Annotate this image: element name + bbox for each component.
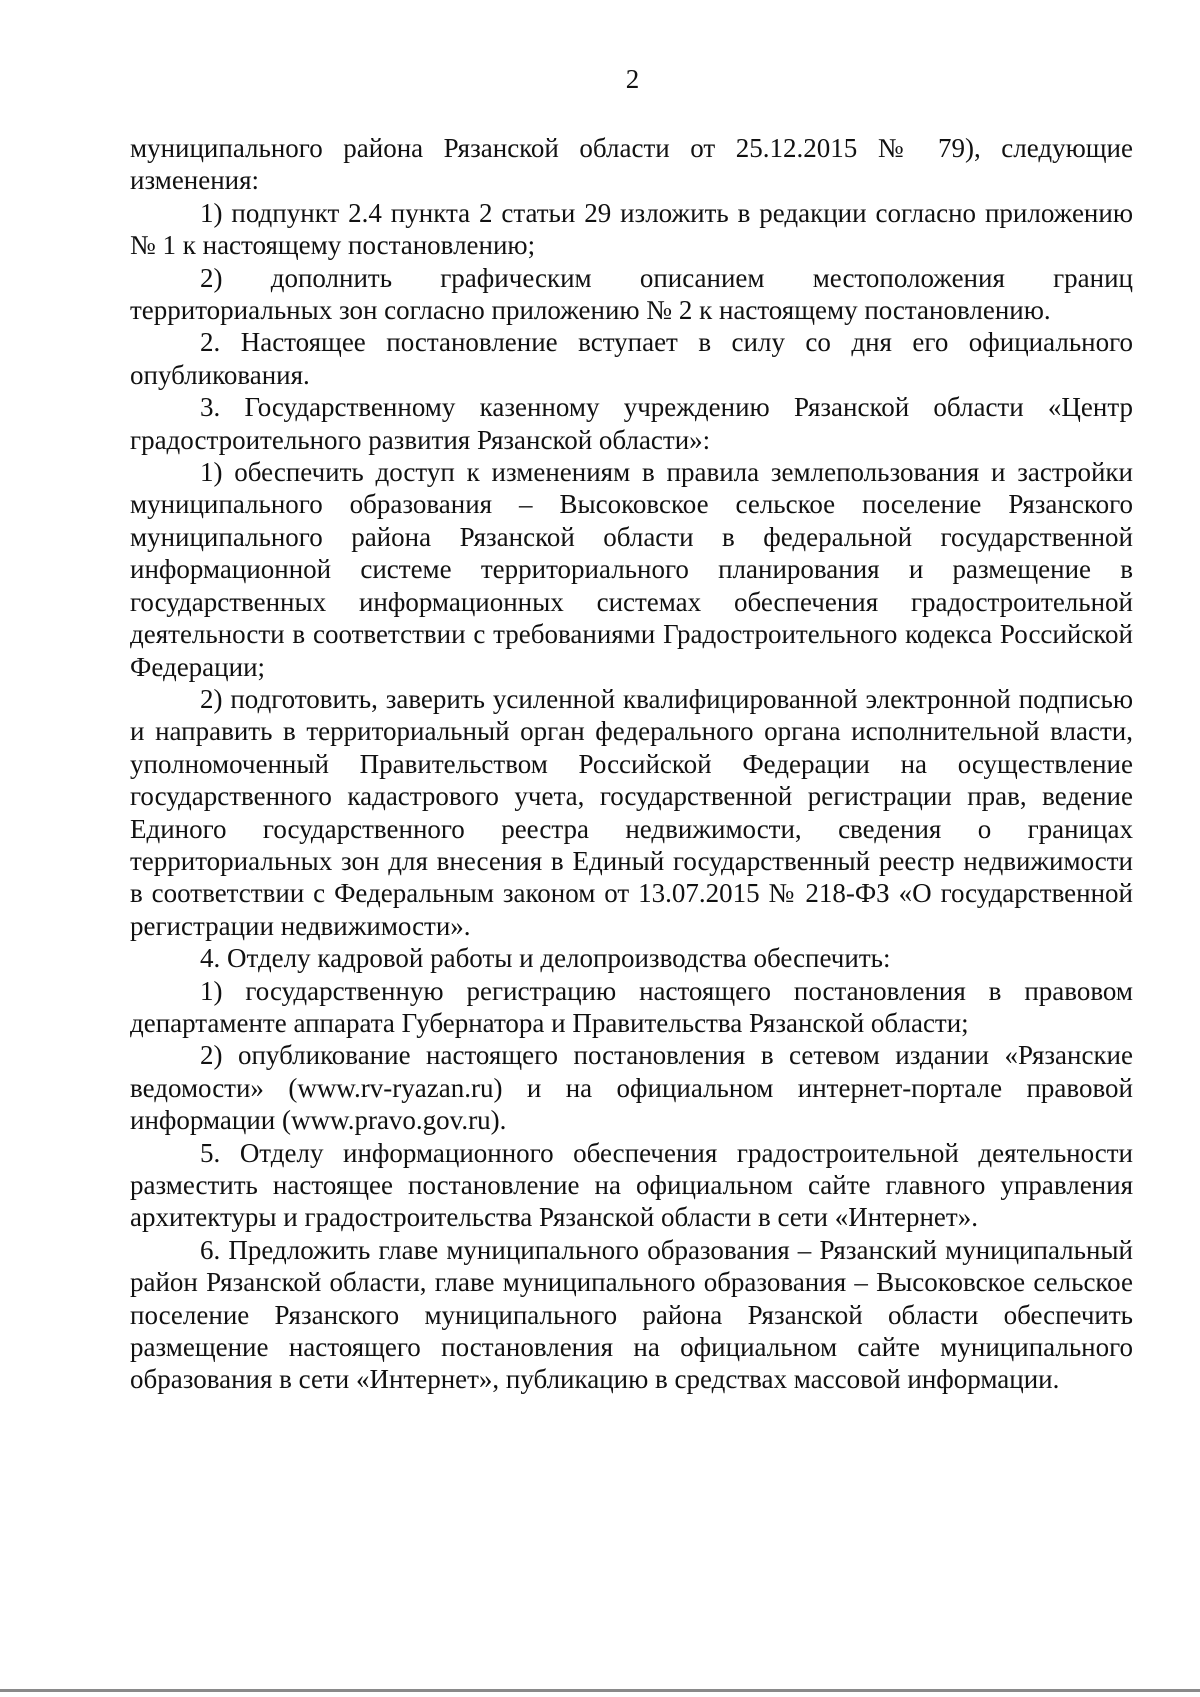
- paragraph-subitem-3-1: 1) обеспечить доступ к изменениям в правила землепользования и застройки муниципального образования – Высоковское сельское поселение Рязанского муниципального района Рязанской области в федеральной государственной информационной системе территориального планирования и размещение в государственных информационных системах обеспечения градостроительной деятельности в соответствии с требованиями Градостроительного кодекса Российской Федерации;: [130, 457, 1133, 682]
- paragraph-subitem-4-2: 2) опубликование настоящего постановления в сетевом издании «Рязанские ведомости» (www.rv-ryazan.ru) и на официальном интернет-портале правовой информации (www.pravo.gov.ru).: [130, 1040, 1133, 1136]
- paragraph-item-5: 5. Отделу информационного обеспечения градостроительной деятельности разместить настоящее постановление на официальном сайте главного управления архитектуры и градостроительства Рязанской области в сети «Интернет».: [130, 1137, 1133, 1233]
- document-body: [130, 132, 1133, 1396]
- paragraph-subitem-1-2: 2) дополнить графическим описанием местоположения границ территориальных зон согласно приложению № 2 к настоящему постановлению.: [130, 262, 1133, 326]
- paragraph-subitem-3-2: 2) подготовить, заверить усиленной квалифицированной электронной подписью и направить в территориальный орган федерального органа исполнительной власти, уполномоченный Правительством Российской Федерации на осуществление государственного кадастрового учета, государственной регистрации прав, ведение Единого государственного реестра недвижимости, сведения о границах территориальных зон для внесения в Единый государственный реестр недвижимости в соответствии с Федеральным законом от 13.07.2015 № 218-ФЗ «О государственной регистрации недвижимости».: [130, 683, 1133, 941]
- paragraph-continuation: муниципального района Рязанской области от 25.12.2015 № 79), следующие изменения:: [130, 133, 1133, 196]
- paragraph-subitem-4-1: 1) государственную регистрацию настоящего постановления в правовом департаменте аппарата Губернатора и Правительства Рязанской области;: [130, 975, 1133, 1038]
- paragraph-item-4: 4. Отделу кадровой работы и делопроизводства обеспечить:: [200, 943, 891, 974]
- paragraph-item-3: 3. Государственному казенному учреждению Рязанской области «Центр градостроительного развития Рязанской области»:: [130, 392, 1133, 455]
- paragraph-item-2: 2. Настоящее постановление вступает в силу со дня его официального опубликования.: [130, 327, 1133, 390]
- paragraph-subitem-1-1: 1) подпункт 2.4 пункта 2 статьи 29 изложить в редакции согласно приложению № 1 к настоящему постановлению;: [130, 197, 1133, 261]
- page-bottom-edge: [0, 1689, 1200, 1692]
- paragraph-item-6: 6. Предложить главе муниципального образования – Рязанский муниципальный район Рязанской области, главе муниципального образования – Высоковское сельское поселение Рязанского муниципального района Рязанской области обеспечить размещение настоящего постановления на официальном сайте муниципального образования в сети «Интернет», публикацию в средствах массовой информации.: [130, 1234, 1133, 1395]
- page-number: 2: [625, 64, 640, 94]
